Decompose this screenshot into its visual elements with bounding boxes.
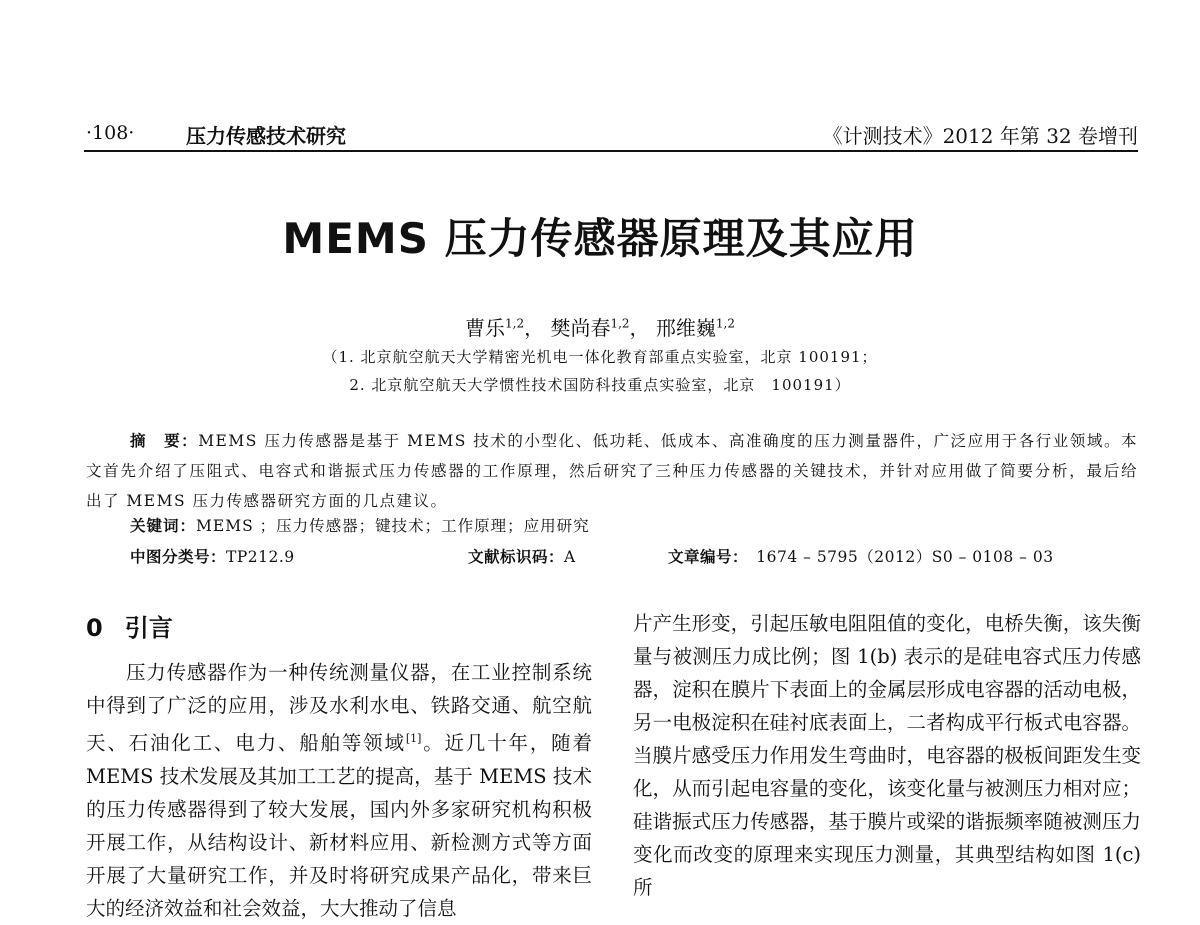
author: 邢维巍$^{1,2}$ xyxy=(655,316,735,340)
keywords-label: 关键词： xyxy=(130,517,197,535)
document-code: 文献标识码：A xyxy=(468,548,576,566)
citation-ref[interactable]: [1] xyxy=(405,732,422,745)
journal-info: 《计测技术》2012 年第 32 卷增刊 xyxy=(822,124,1138,148)
author-affiliation-mark: 1,2 xyxy=(505,316,525,331)
page-number: ·108· xyxy=(86,122,135,144)
section-heading: 0 引言 xyxy=(86,614,173,642)
affiliation-1: （1. 北京航空航天大学精密光机电一体化教育部重点实验室，北京 100191； xyxy=(322,348,878,366)
author: 樊尚春$^{1,2}$ xyxy=(550,316,630,340)
affiliation-2: 2. 北京航空航天大学惯性技术国防科技重点实验室，北京 100191） xyxy=(349,376,851,394)
body-column-right: 片产生形变，引起压敏电阻阻值的变化，电桥失衡，该失衡量与被测压力成比例；图 1(b) 表示的是硅电容式压力传感器，淀积在膜片下表面上的金属层形成电容器的活动电极，另一电极淀积在硅衬底表面上，二者构成平行板式电容器。当膜片感受压力作用发生弯曲时，电容器的极板间距发生变化，从而引起电容量的变化，该变化量与被测压力相对应；硅谐振式压力传感器，基于膜片或梁的谐振频率随被测压力变化而改变的原理来实现压力测量，其典型结构如图 1(c) 所 xyxy=(633,612,1141,899)
article-number: 文章编号： 1674 – 5795（2012）S0 – 0108 – 03 xyxy=(668,548,1054,566)
author-list: 曹乐$^{1,2}$， 樊尚春$^{1,2}$， 邢维巍$^{1,2}$ xyxy=(465,316,735,340)
keywords xyxy=(130,514,590,536)
author-affiliation-mark: 1,2 xyxy=(610,316,630,331)
author-affiliation-mark: 1,2 xyxy=(715,316,735,331)
paper-title: MEMS 压力传感器原理及其应用 xyxy=(282,214,918,263)
author: 曹乐$^{1,2}$ xyxy=(465,316,525,340)
running-section-title: 压力传感技术研究 xyxy=(186,124,346,148)
abstract-text: MEMS 压力传感器是基于 MEMS 技术的小型化、低功耗、低成本、高准确度的压力测量器件，广泛应用于各行业领域。本文首先介绍了压阻式、电容式和谐振式压力传感器的工作原理，然后研究了三种压力传感器的关键技术，并针对应用做了简要分析，最后给出了 MEMS 压力传感器研究方面的几点建议。 xyxy=(86,432,1138,510)
abstract xyxy=(86,426,1138,516)
clc-number: 中图分类号：TP212.9 xyxy=(130,548,295,566)
keywords-text: MEMS ；压力传感器；键技术；工作原理；应用研究 xyxy=(196,517,590,535)
abstract-label: 摘 要： xyxy=(130,432,199,450)
header-rule xyxy=(84,150,1138,152)
body-column-left: 压力传感器作为一种传统测量仪器，在工业控制系统中得到了广泛的应用，涉及水利水电、铁路交通、航空航天、石油化工、电力、船舶等领域[1]。近几十年，随着 MEMS 技术发展及其加工工艺的提高，基于 MEMS 技术的压力传感器得到了较大发展，国内外多家研究机构积极开展工作，从结构设计、新材料应用、新检测方式等方面开展了大量研究工作，并及时将研究成果产品化，带来巨大的经济效益和社会效益，大大推动了信息 xyxy=(86,661,592,920)
